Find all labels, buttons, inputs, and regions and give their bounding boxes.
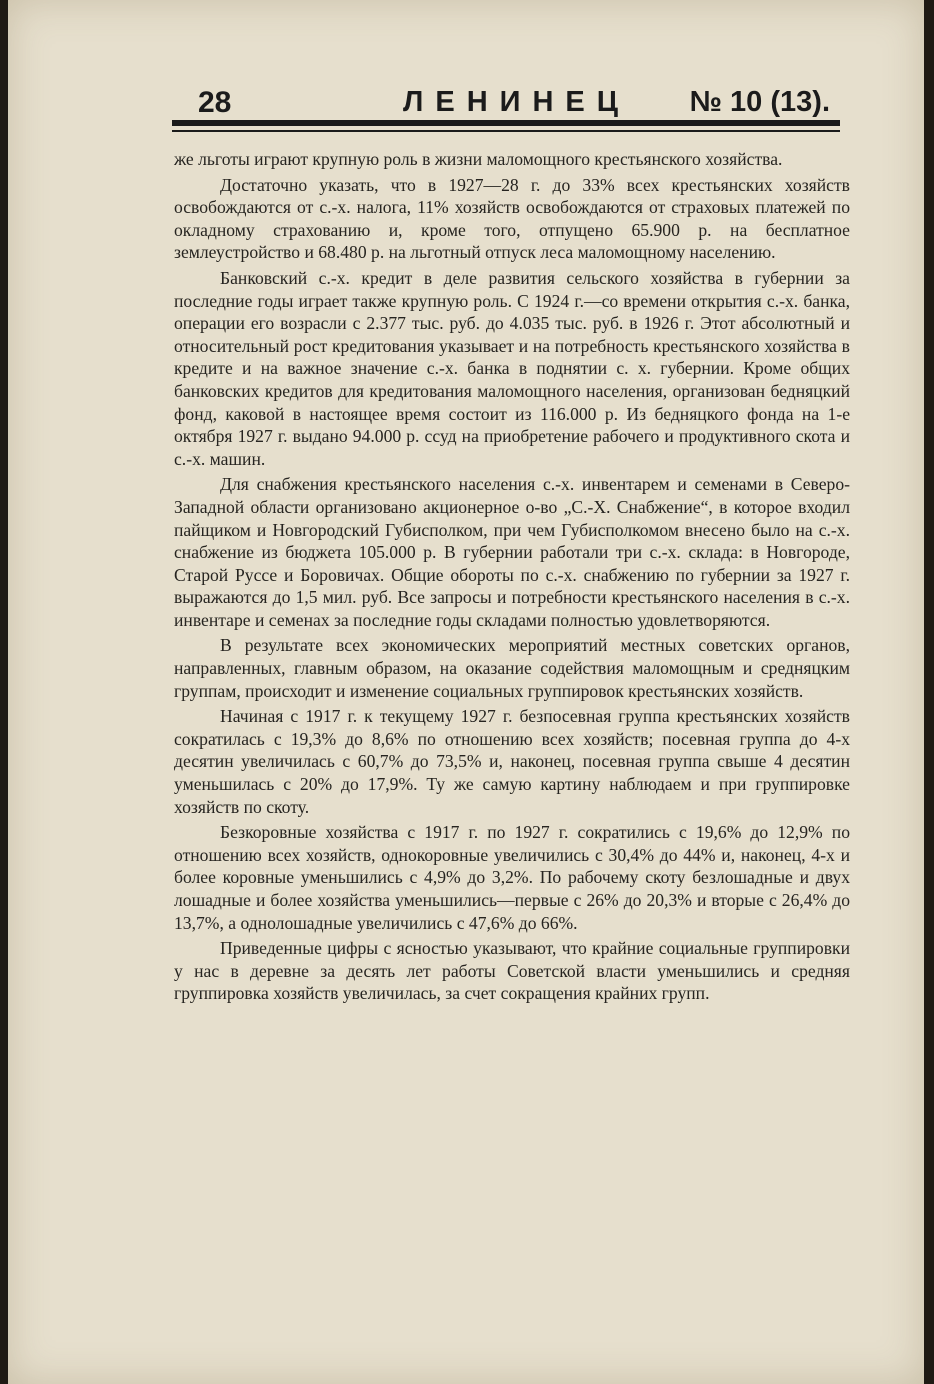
paragraph: Безкоровные хозяйства с 1917 г. по 1927 г. сократились с 19,6% до 12,9% по отношению всех хозяйств, однокоровные увеличились с 30,4% до 44% и, наконец, 4-х и более коровные уменьшились с 4,9% до 3,2%. По рабочему скоту безлошадные и двух лошадные и более хозяйства уменьшились—первые с 26% до 20,3% и вторые с 26,4% до 13,7%, а однолошадные увеличились с 47,6% до 66%. <box>174 822 850 933</box>
header-rule-thin <box>172 130 840 132</box>
header-rule-thick <box>172 120 840 126</box>
issue-number: № 10 (13). <box>689 86 830 118</box>
page-number: 28 <box>198 86 232 119</box>
paragraph: В результате всех экономических мероприятий местных советских органов, направленных, главным образом, на оказание содействия маломощным и средняцким группам, происходит и изменение социальных группировок крестьянских хозяйств. <box>174 635 850 701</box>
paragraph: Банковский с.-х. кредит в деле развития сельского хозяйства в губернии за последние годы играет также крупную роль. С 1924 г.—со времени открытия с.-х. банка, операции его возрасли с 2.377 тыс. руб. до 4.035 тыс. руб. в 1926 г. Этот абсолютный и относительный рост кредитования указывает и на потребность крестьянского хозяйства в кредите и на важное значение с.-х. банка в поднятии с. х. губернии. Кроме общих банковских кредитов для кредитования маломощного населения, организован бедняцкий фонд, каковой в настоящее время состоит из 116.000 р. Из бедняцкого фонда на 1-е октября 1927 г. выдано 94.000 р. ссуд на приобретение рабочего и продуктивного скота и с.-х. машин. <box>174 267 850 469</box>
article-body <box>174 148 850 1008</box>
paragraph: Для снабжения крестьянского населения с.-х. инвентарем и семенами в Северо-Западной области организовано акционерное о-во „С.-Х. Снабжение“, в которое входил пайщиком и Новгородский Губисполком, при чем Губисполкомом внесено было на с.-х. снабжение из бюджета 105.000 р. В губернии работали три с.-х. склада: в Новгороде, Старой Руссе и Боровичах. Общие обороты по с.-х. снабжению по губернии за 1927 г. выражаются до 1,5 мил. руб. Все запросы и потребности крестьянского населения в с.-х. инвентаре и семенах за последние годы складами полностью удовлетворяются. <box>174 474 850 630</box>
page-header <box>198 84 848 124</box>
paragraph: Приведенные цифры с ясностью указывают, что крайние социальные группировки у нас в деревне за десять лет работы Советской власти уменьшились и средняя группировка хозяйств увеличилась, за счет сокращения крайних групп. <box>174 938 850 1004</box>
paragraph: Достаточно указать, что в 1927—28 г. до 33% всех крестьянских хозяйств освобождаются от с.-х. налога, 11% хозяйств освобождаются от страховых платежей по окладному страхованию и, кроме того, отпущено 65.900 р. на бесплатное землеустройство и 68.480 р. на льготный отпуск леса маломощному населению. <box>174 174 850 263</box>
journal-title: ЛЕНИНЕЦ <box>403 86 630 118</box>
paragraph: Начиная с 1917 г. к текущему 1927 г. безпосевная группа крестьянских хозяйств сократилась с 19,3% до 8,6% по отношению всех хозяйств; посевная группа до 4-х десятин увеличилась с 60,7% до 73,5% и, наконец, посевная группа свыше 4 десятин уменьшилась с 20% до 17,9%. Ту же самую картину наблюдаем и при группировке хозяйств по скоту. <box>174 706 850 817</box>
paragraph: же льготы играют крупную роль в жизни маломощного крестьянского хозяйства. <box>174 149 783 169</box>
